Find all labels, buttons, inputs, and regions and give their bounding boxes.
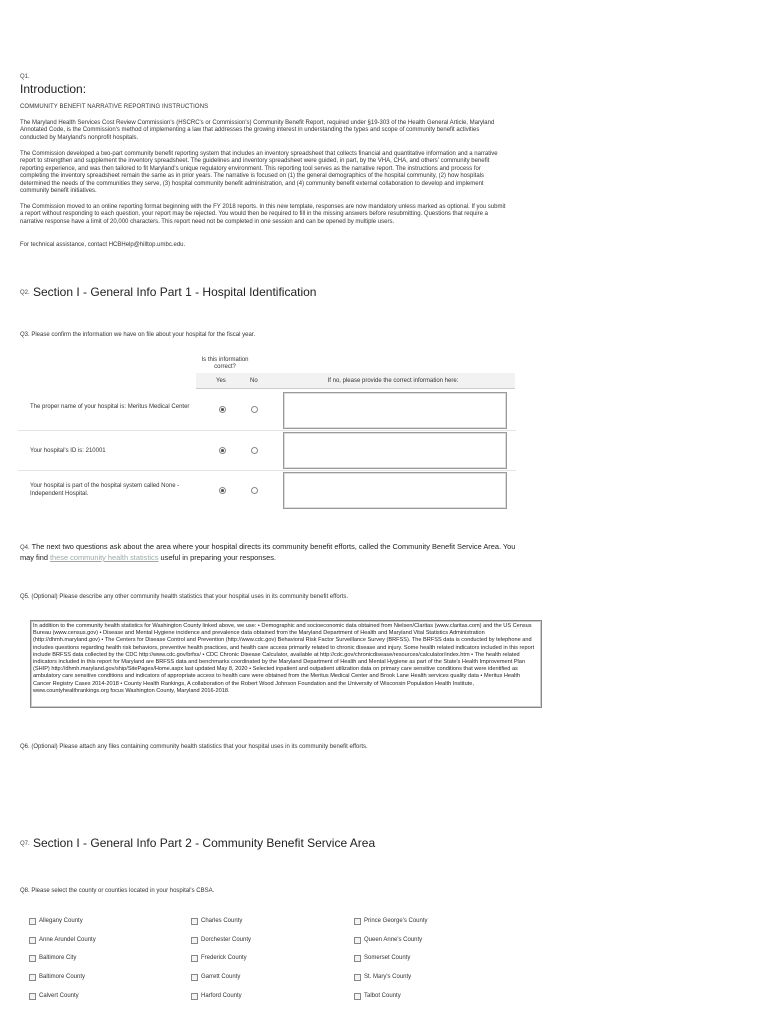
matrix-row-label: The proper name of your hospital is: Meritus Medical Center bbox=[30, 404, 190, 410]
question-text: Q8. Please select the county or counties located in your hospital's CBSA. bbox=[20, 888, 215, 894]
no-radio[interactable] bbox=[251, 406, 258, 413]
yes-radio[interactable] bbox=[219, 447, 226, 454]
matrix-row-label: Your hospital is part of the hospital system called None - Independent Hospital. bbox=[30, 483, 180, 497]
county-checkbox[interactable] bbox=[29, 993, 36, 1000]
county-checkbox[interactable] bbox=[354, 918, 361, 925]
no-radio[interactable] bbox=[251, 487, 258, 494]
county-checkbox[interactable] bbox=[191, 937, 198, 944]
question-number: Q4. bbox=[20, 545, 30, 551]
question-text: Q6. (Optional) Please attach any files containing community health statistics that your hospital uses in its community benefit efforts. bbox=[20, 744, 368, 750]
community-health-statistics-link[interactable]: these community health statistics bbox=[50, 553, 159, 562]
matrix-header-correction: If no, please provide the correct information here: bbox=[327, 378, 459, 384]
tech-assistance-text: For technical assistance, contact HCBHelp@hilltop.umbc.edu. bbox=[20, 242, 186, 248]
question-text: Q5. (Optional) Please describe any other community health statistics that your hospital uses in its community benefit efforts. bbox=[20, 594, 349, 600]
question-number: Q7. bbox=[20, 841, 30, 847]
correction-input[interactable] bbox=[283, 432, 507, 469]
intro-subtitle: COMMUNITY BENEFIT NARRATIVE REPORTING INSTRUCTIONS bbox=[20, 104, 209, 110]
county-label: Talbot County bbox=[364, 993, 401, 999]
row-divider bbox=[18, 430, 516, 431]
yes-radio[interactable] bbox=[219, 406, 226, 413]
no-radio[interactable] bbox=[251, 447, 258, 454]
county-checkbox[interactable] bbox=[29, 974, 36, 981]
section-title: Section I - General Info Part 1 - Hospital Identification bbox=[33, 285, 317, 299]
matrix-row-label: Your hospital's ID is: 210001 bbox=[30, 448, 106, 454]
yes-radio[interactable] bbox=[219, 487, 226, 494]
intro-paragraph: The Maryland Health Services Cost Review Commission's (HSCRC's or Commission's) Community Benefit Report, required under §19-303 of the Health General Article, Maryland Annotated Code, is the Commission's method of implementing a law that addresses the growing interest in understanding the types and scope of community benefit activities conducted by Maryland's nonprofit hospitals. bbox=[20, 120, 495, 141]
county-checkbox[interactable] bbox=[29, 918, 36, 925]
county-label: Queen Anne's County bbox=[364, 937, 423, 943]
county-label: Harford County bbox=[201, 993, 242, 999]
question-body-end: useful in preparing your responses. bbox=[160, 553, 276, 562]
matrix-header-no: No bbox=[250, 378, 258, 384]
question-text bbox=[20, 542, 520, 563]
county-label: Prince George's County bbox=[364, 918, 428, 924]
section-title: Section I - General Info Part 2 - Community Benefit Service Area bbox=[33, 836, 376, 850]
county-label: Anne Arundel County bbox=[39, 937, 96, 943]
matrix-header-yes: Yes bbox=[216, 378, 226, 384]
question-body: The next two questions ask about the area where your hospital directs its community benefit efforts, called the Community Benefit Service Area. You may find bbox=[20, 542, 516, 562]
county-label: Dorchester County bbox=[201, 937, 252, 943]
county-label: Somerset County bbox=[364, 955, 411, 961]
matrix-header-correct: Is this information correct? bbox=[201, 357, 249, 370]
county-checkbox[interactable] bbox=[354, 974, 361, 981]
correction-input[interactable] bbox=[283, 472, 507, 509]
correction-input[interactable] bbox=[283, 392, 507, 429]
county-label: Charles County bbox=[201, 918, 243, 924]
county-checkbox[interactable] bbox=[191, 918, 198, 925]
intro-paragraph: The Commission developed a two-part community benefit reporting system that includes an inventory spreadsheet that collects financial and quantitative information and a narrative report to strengthen and supplement the inventory spreadsheet. The guidelines and inventory spreadsheet were guided, in part, by the VHA, CHA, and others' community benefit reporting experience, and was then tailored to fit Maryland's unique regulatory environment. This reporting tool serves as the narrative report. The instructions and process for completing the inventory spreadsheet remain the same as in prior years. The narrative is focused on (1) the general demographics of the hospital community, (2) how hospitals determined the needs of the communities they serve, (3) hospital community benefit administration, and (4) community benefit external collaboration to develop and implement community benefit initiatives. bbox=[20, 151, 498, 195]
statistics-textarea[interactable]: In addition to the community health statistics for Washington County linked above, we use: • Demographic and socioeconomic data obtained from Nielsen/Claritas (www.claritas.com) and the US Census Bureau (www.census.gov) • Disease and Mental Hygiene incidence and prevalence data obtained from the Maryland Department of Health and Maryland Vital Statistics Administration (http://dhmh.maryland.gov) • The Centers for Disease Control and Prevention (http://www.cdc.gov) Behavioral Risk Factor Surveillance Survey (BRFSS). The BRFSS data is conducted by telephone and includes questions regarding health risk behaviors, preventive health practices, and health care access primarily related to chronic disease and injury. Some health related indicators included in this report include BRFSS data collected by the CDC http://www.cdc.gov/brfss/ • CDC Chronic Disease Calculator, available at http://cdc.gov/chronicdisease/resources/calculator/index.htm • The health related indicators included in this report for Maryland are BRFSS data and benchmarks coordinated by the Maryland Department of Health and Mental Hygiene as part of the State's Health Improvement Plan (SHIP) http://dhmh.maryland.gov/ship/SitePages/Home.aspx last updated May 8, 2020 • Selected inpatient and outpatient utilization data on primary care sensitive conditions that were identified as ambulatory care sensitive conditions and indicators of appropriate access to health care were obtained from the Meritus Medical Center and Brook Lane Health services quality data • Meritus Health Cancer Registry Cases 2014-2018 • County Health Rankings, A collaboration of the Robert Wood Johnson Foundation and the University of Wisconsin Population Health Institute, www.countyhealthrankings.org focus Washington County, Maryland 2016-2018. bbox=[30, 620, 542, 708]
question-number: Q2. bbox=[20, 290, 30, 296]
county-checkbox[interactable] bbox=[354, 955, 361, 962]
county-checkbox[interactable] bbox=[191, 974, 198, 981]
question-number: Q1. bbox=[20, 74, 30, 80]
county-label: St. Mary's County bbox=[364, 974, 412, 980]
county-checkbox[interactable] bbox=[354, 993, 361, 1000]
county-label: Frederick County bbox=[201, 955, 247, 961]
county-label: Baltimore City bbox=[39, 955, 77, 961]
question-text: Q3. Please confirm the information we have on file about your hospital for the fiscal year. bbox=[20, 332, 256, 338]
county-checkbox[interactable] bbox=[191, 955, 198, 962]
intro-title: Introduction: bbox=[20, 82, 87, 96]
county-label: Allegany County bbox=[39, 918, 83, 924]
row-divider bbox=[18, 470, 516, 471]
county-checkbox[interactable] bbox=[191, 993, 198, 1000]
county-checkbox[interactable] bbox=[29, 937, 36, 944]
county-checkbox[interactable] bbox=[354, 937, 361, 944]
county-label: Baltimore County bbox=[39, 974, 86, 980]
county-label: Garrett County bbox=[201, 974, 241, 980]
county-label: Calvert County bbox=[39, 993, 79, 999]
county-checkbox[interactable] bbox=[29, 955, 36, 962]
intro-paragraph: The Commission moved to an online reporting format beginning with the FY 2018 reports. In this new template, responses are now mandatory unless marked as optional. If you submit a report without responding to each question, your report may be rejected. You would then be required to fill in the missing answers before resubmitting. Questions that require a narrative response have a limit of 20,000 characters. This report need not be completed in one session and can be opened by multiple users. bbox=[20, 204, 506, 225]
